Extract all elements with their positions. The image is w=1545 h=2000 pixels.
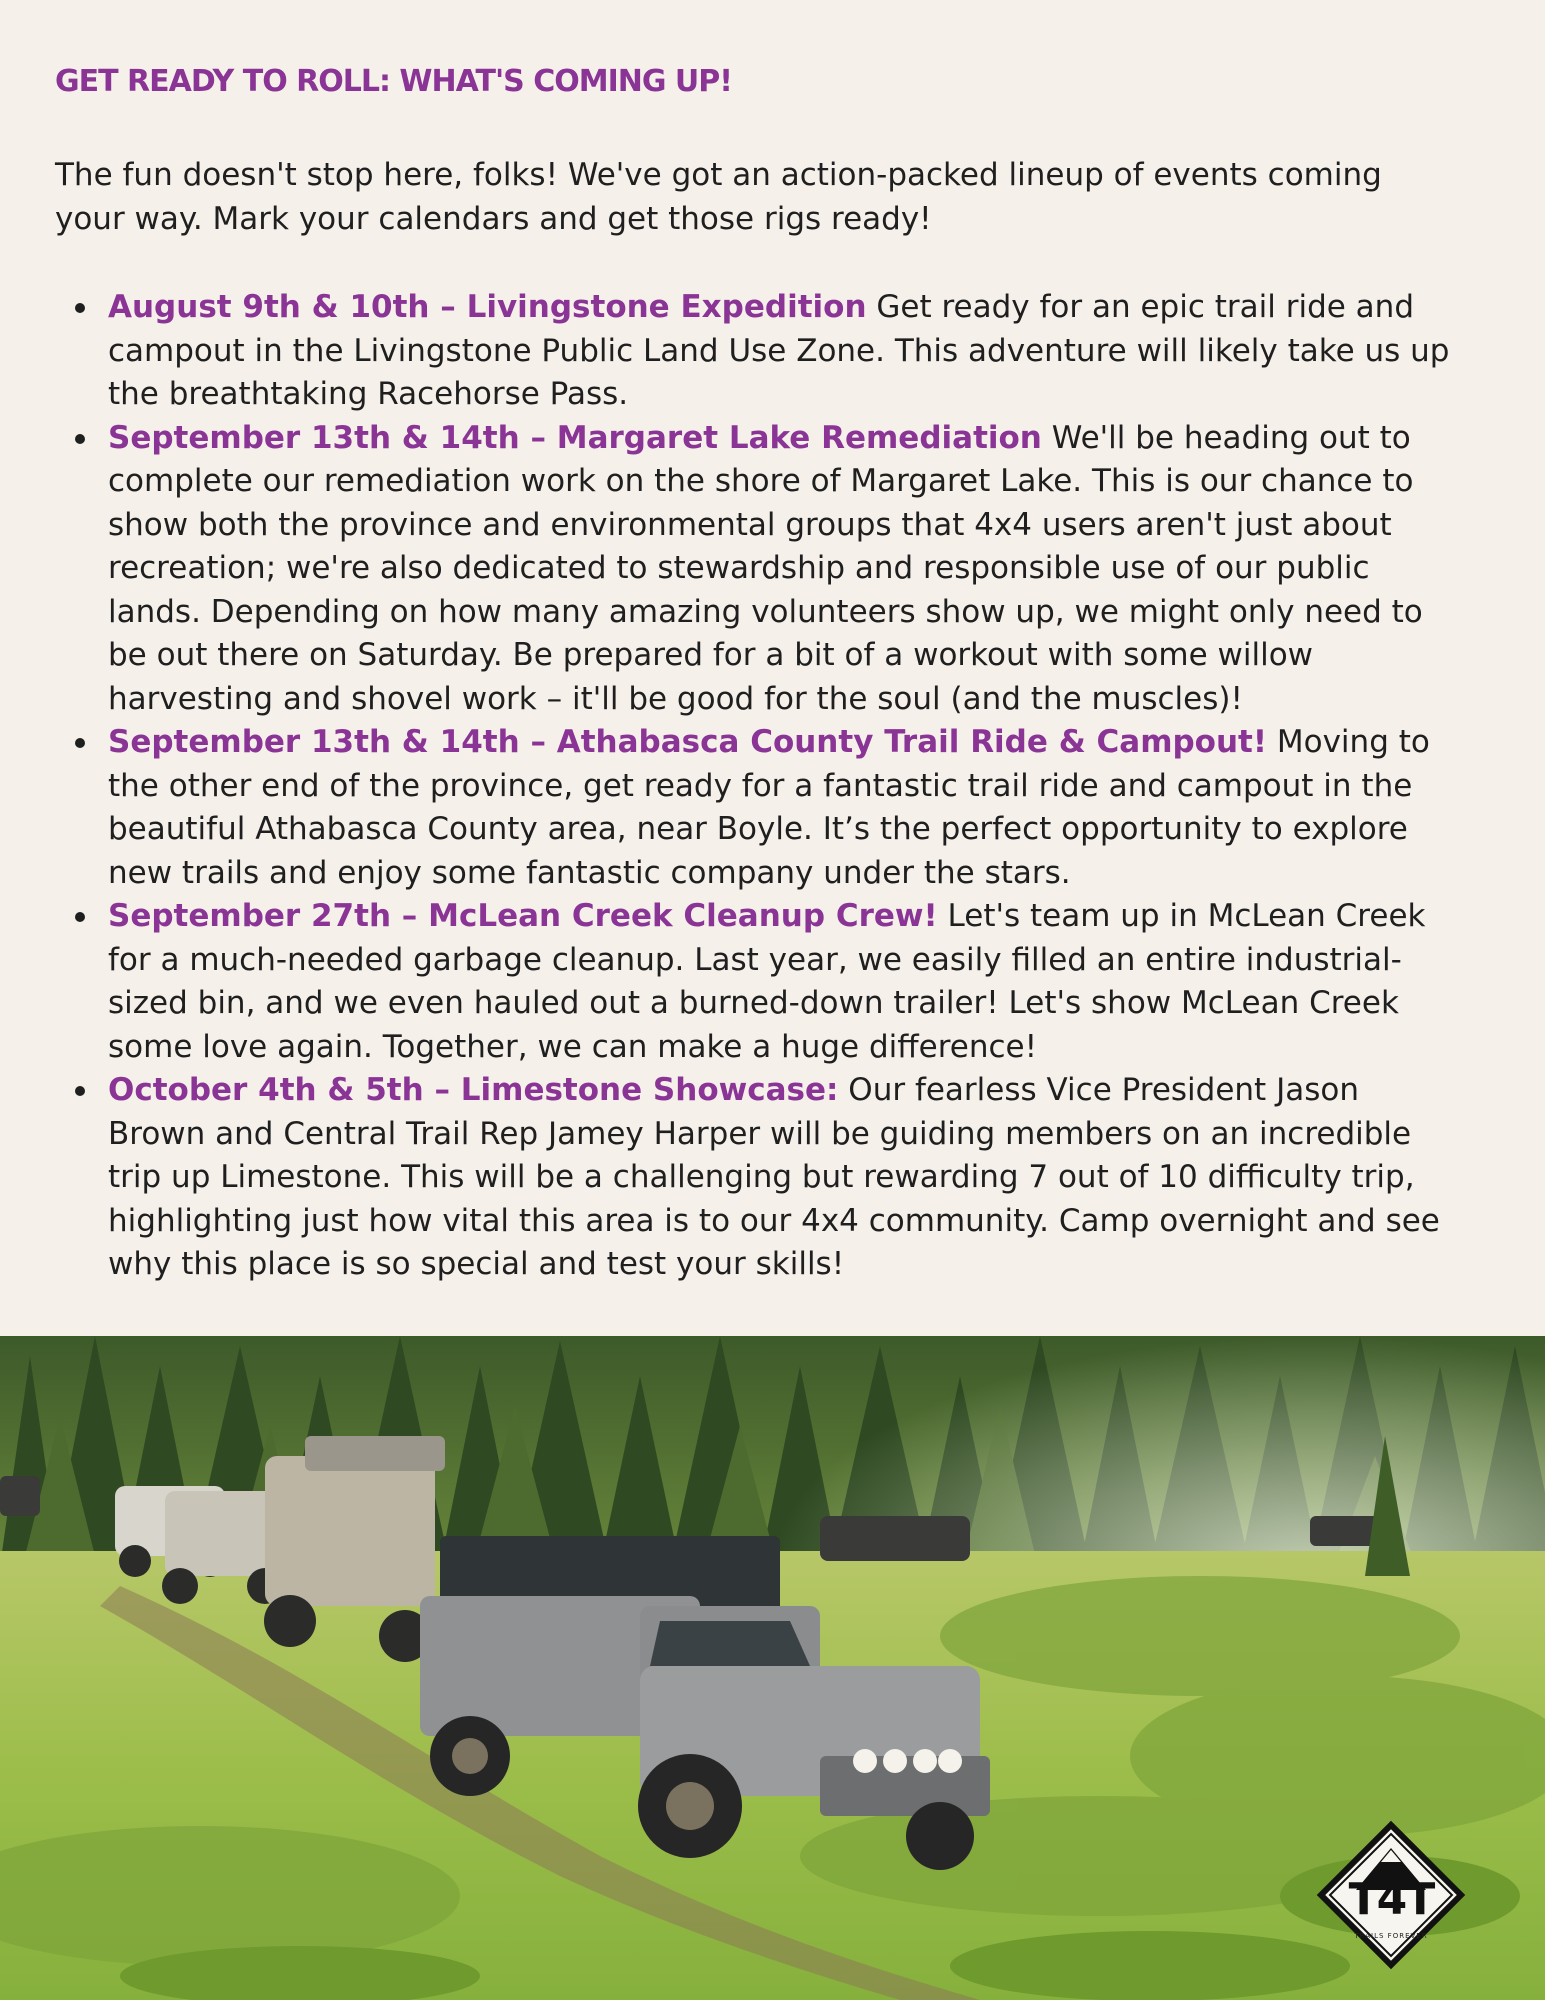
- bullet-icon: [75, 1086, 85, 1096]
- intro-paragraph: The fun doesn't stop here, folks! We've got an action-packed lineup of events coming your way. Mark your calendars and get those rigs ready!: [55, 157, 1382, 237]
- event-title: September 27th – McLean Creek Cleanup Crew!: [108, 898, 938, 934]
- logo-text: T4T: [1348, 1874, 1434, 1925]
- event-title: October 4th & 5th – Limestone Showcase:: [108, 1072, 839, 1108]
- event-description: Get ready for an epic trail ride and campout in the Livingstone Public Land Use Zone. This adventure will likely take us up the breathtaking Racehorse Pass.: [108, 289, 1450, 412]
- bullet-icon: [75, 912, 85, 922]
- list-item: [55, 417, 1455, 722]
- bullet-icon: [75, 738, 85, 748]
- event-title: September 13th & 14th – Athabasca County Trail Ride & Campout!: [108, 724, 1268, 760]
- event-title: September 13th & 14th – Margaret Lake Remediation: [108, 419, 1042, 456]
- list-item: [55, 895, 1455, 1069]
- bullet-icon: [75, 303, 85, 313]
- list-item: [55, 721, 1455, 895]
- event-title: August 9th & 10th – Livingstone Expedition: [108, 289, 867, 325]
- list-item: [55, 286, 1455, 417]
- logo-subtext: TRAILS FOREVER: [1354, 1932, 1428, 1940]
- event-description: Let's team up in McLean Creek for a much-needed garbage cleanup. Last year, we easily filled an entire industrial-sized bin, and we even hauled out a burned-down trailer! Let's show McLean Creek some love again. Together, we can make a huge difference!: [108, 898, 1426, 1065]
- list-item: [55, 1069, 1455, 1287]
- events-list: [55, 286, 1455, 1287]
- event-description: Moving to the other end of the province, get ready for a fantastic trail ride and campout in the beautiful Athabasca County area, near Boyle. It’s the perfect opportunity to explore new trails and enjoy some fantastic company under the stars.: [108, 724, 1430, 891]
- trail-photo-illustration: [0, 1336, 1545, 2000]
- event-description: We'll be heading out to complete our remediation work on the shore of Margaret Lake. This is our chance to show both the province and environmental groups that 4x4 users aren't just about recreation; we're also dedicated to stewardship and responsible use of our public lands. Depending on how many amazing volunteers show up, we might only need to be out there on Saturday. Be prepared for a bit of a workout with some willow harvesting and shovel work – it'll be good for the soul (and the muscles)!: [108, 419, 1423, 717]
- page-title: GET READY TO ROLL: WHAT'S COMING UP!: [55, 64, 732, 99]
- trail-photo: [0, 1336, 1545, 2000]
- event-description: Our fearless Vice President Jason Brown and Central Trail Rep Jamey Harper will be guiding members on an incredible trip up Limestone. This will be a challenging but rewarding 7 out of 10 difficulty trip, highlighting just how vital this area is to our 4x4 community. Camp overnight and see why this place is so special and test your skills!: [108, 1072, 1440, 1282]
- article: [55, 56, 1455, 1287]
- bullet-icon: [75, 434, 85, 444]
- t4t-logo: [1316, 1820, 1466, 1970]
